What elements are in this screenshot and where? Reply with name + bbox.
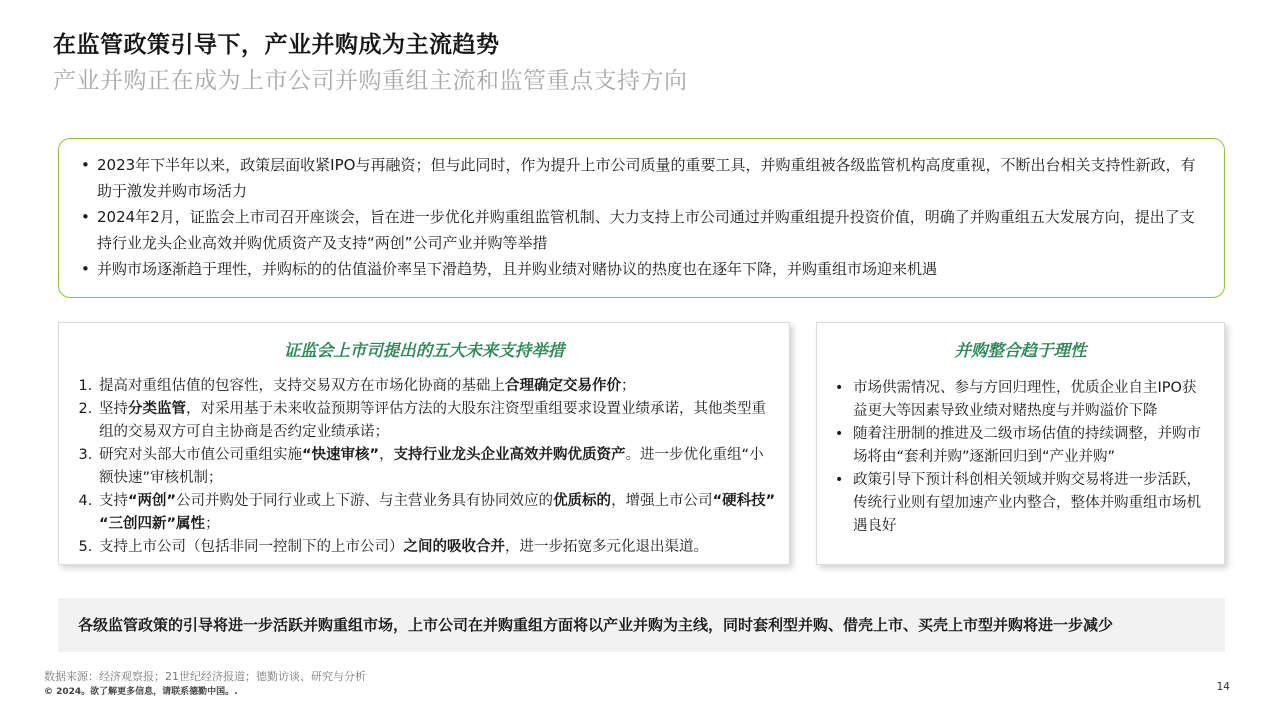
list-item: 3. 研究对头部大市值公司重组实施“快速审核”，支持行业龙头企业高效并购优质资产。进一步优化重组“小额快速”审核机制； [97, 444, 777, 490]
list-item: • 2024年2月，证监会上市司召开座谈会，旨在进一步优化并购重组监管机制、大力支持上市公司通过并购重组提升投资价值，明确了并购重组五大发展方向，提出了支持行业龙头企业高效并购优质资产及支持“两创”公司产业并购等举措 [73, 204, 1208, 256]
list-item: • 2023年下半年以来，政策层面收紧IPO与再融资；但与此同时，作为提升上市公司质量的重要工具，并购重组被各级监管机构高度重视，不断出台相关支持性新政，有助于激发并购市场活力 [73, 152, 1208, 204]
list-item: • 随着注册制的推进及二级市场估值的持续调整，并购市场将由“套利并购”逐渐回归到“产业并购” [829, 423, 1210, 469]
card-title: 证监会上市司提出的五大未来支持举措 [283, 341, 565, 360]
summary-bullet-list [73, 152, 1208, 282]
page-subtitle: 产业并购正在成为上市公司并购重组主流和监管重点支持方向 [53, 68, 688, 94]
data-source-note: 数据来源：经济观察报；21世纪经济报道；德勤访谈、研究与分析 [44, 670, 366, 683]
card-title: 并购整合趋于理性 [954, 341, 1087, 360]
list-item: 2. 坚持分类监管，对采用基于未来收益预期等评估方法的大股东注资型重组要求设置业绩承诺，其他类型重组的交易双方可自主协商是否约定业绩承诺； [97, 398, 777, 444]
summary-highlight-box [58, 138, 1225, 298]
list-item: 5. 支持上市公司（包括非同一控制下的上市公司）之间的吸收合并，进一步拓宽多元化退出渠道。 [97, 536, 777, 559]
list-item: 4. 支持“两创”公司并购处于同行业或上下游、与主营业务具有协同效应的优质标的，增强上市公司“硬科技”“三创四新”属性； [97, 490, 777, 536]
card-csrc-five-measures [58, 322, 790, 565]
list-item: • 市场供需情况、参与方回归理性，优质企业自主IPO获益更大等因素导致业绩对赌热度与并购溢价下降 [829, 377, 1210, 423]
takeaway-text: 各级监管政策的引导将进一步活跃并购重组市场，上市公司在并购重组方面将以产业并购为主线，同时套利型并购、借壳上市、买壳上市型并购将进一步减少 [78, 616, 1114, 634]
takeaway-bar [58, 598, 1225, 652]
list-item: • 政策引导下预计科创相关领域并购交易将进一步活跃，传统行业则有望加速产业内整合，整体并购重组市场机遇良好 [829, 469, 1210, 538]
page-number: 14 [1216, 681, 1230, 693]
list-item: • 并购市场逐渐趋于理性，并购标的的估值溢价率呈下滑趋势，且并购业绩对赌协议的热度也在逐年下降，并购重组市场迎来机遇 [73, 256, 1208, 282]
page-title: 在监管政策引导下，产业并购成为主流趋势 [53, 32, 500, 58]
measures-numbered-list [67, 375, 777, 559]
copyright-note: © 2024。欲了解更多信息，请联系德勤中国。. [44, 687, 238, 697]
rational-bullet-list [829, 377, 1210, 538]
slide-header [53, 30, 1225, 96]
list-item: 1. 提高对重组估值的包容性，支持交易双方在市场化协商的基础上合理确定交易作价； [97, 375, 777, 398]
card-rational-integration [816, 322, 1225, 565]
